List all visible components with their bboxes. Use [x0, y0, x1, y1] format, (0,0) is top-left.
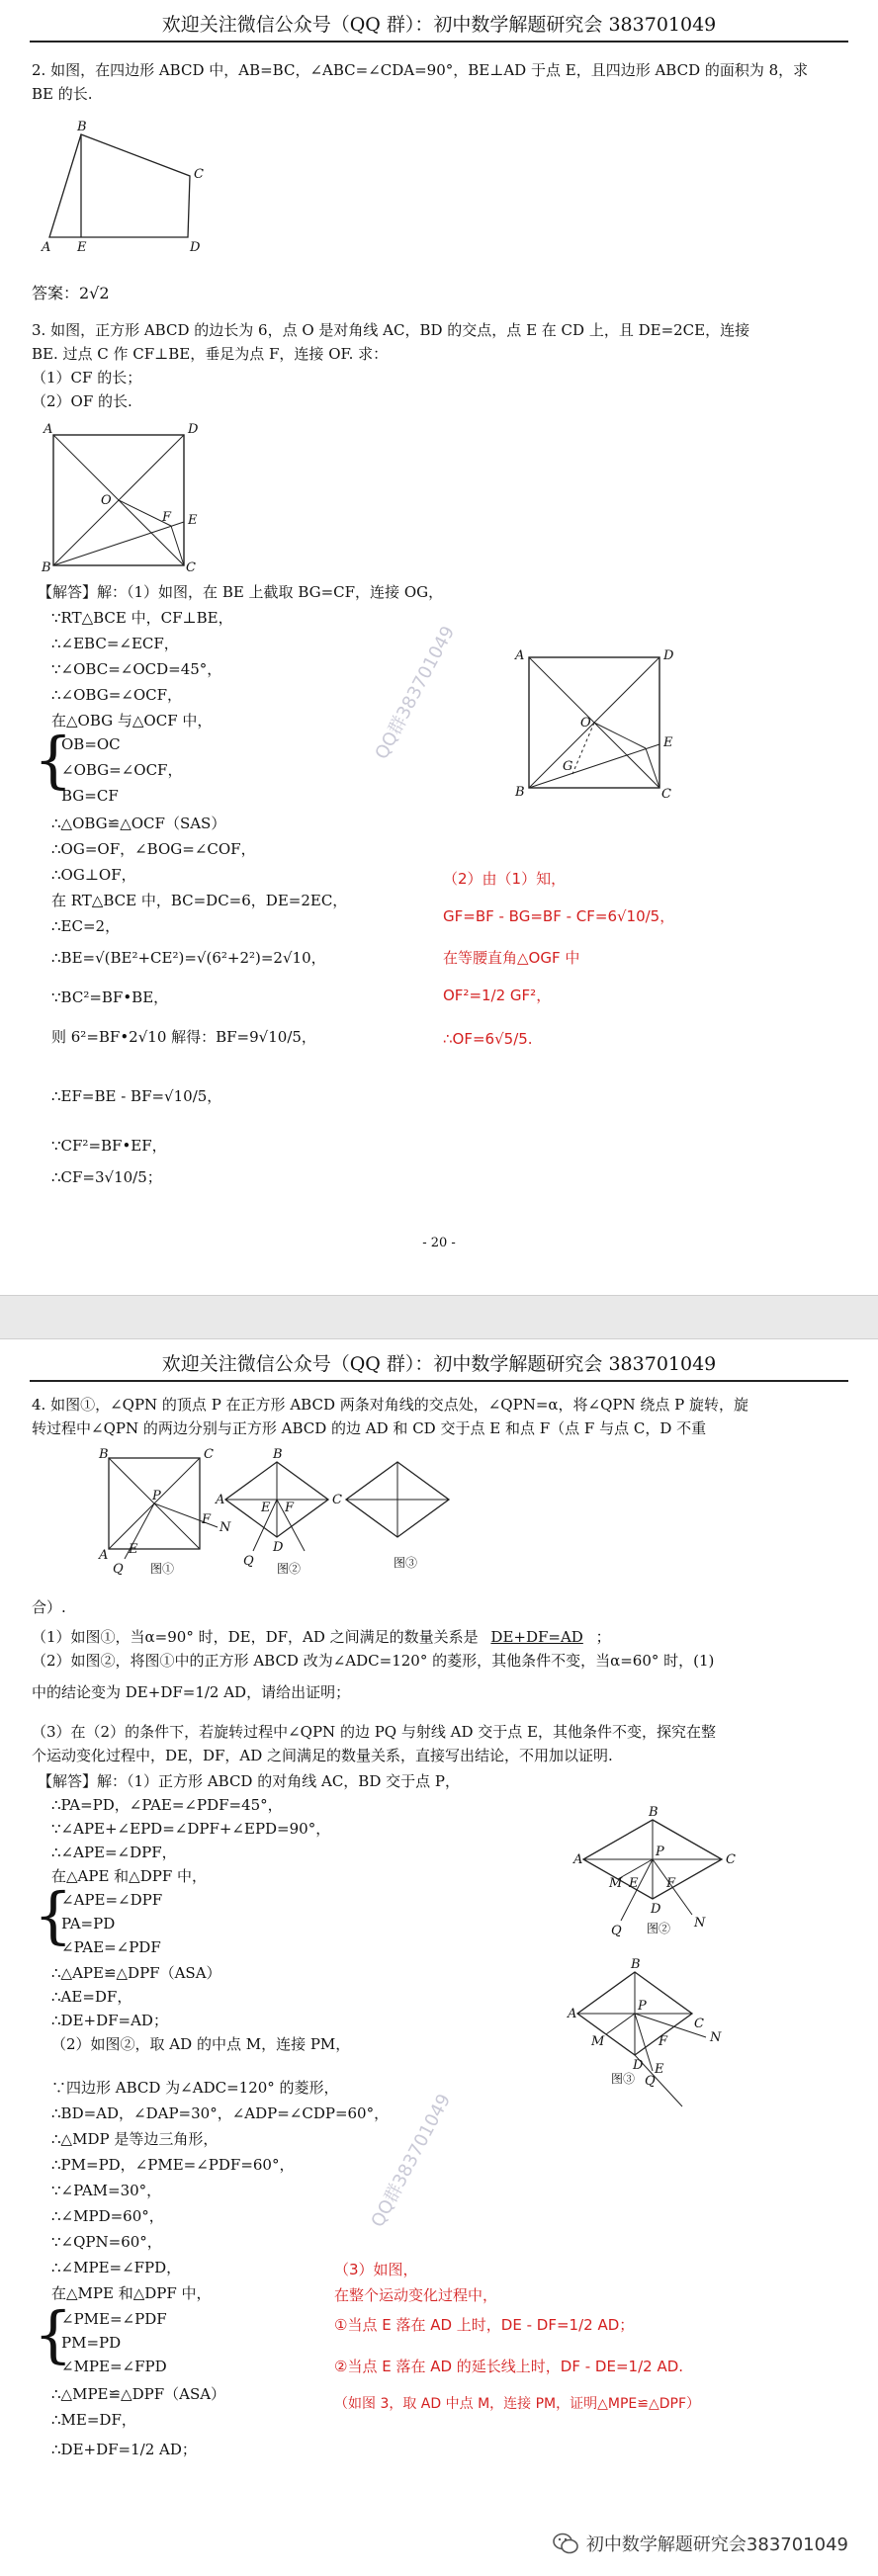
q4-sol-14: ∴△MDP 是等边三角形， — [51, 2130, 219, 2148]
fig3-caption: 图③ — [394, 1556, 418, 1570]
q4-sol-16: ∵∠PAM=30°， — [51, 2182, 162, 2199]
page-header-2: 欢迎关注微信公众号（QQ 群）：初中数学解题研究会 383701049 — [30, 1349, 848, 1382]
q4-sol-11: （2）如图②，取 AD 的中点 M，连接 PM， — [51, 2035, 351, 2053]
q4-red-1: 在整个运动变化过程中， — [334, 2286, 498, 2304]
r3-e: E — [655, 2062, 664, 2077]
fig1-f: F — [202, 1512, 212, 1527]
footer-brand — [553, 2531, 848, 2556]
fig2-c: C — [332, 1493, 342, 1507]
q3-sol-17: ∴EF=BE - BF=√10/5， — [51, 1087, 222, 1105]
q4-p2b: 中的结论变为 DE+DF=1/2 AD，请给出证明； — [32, 1683, 351, 1701]
q3-label-f: F — [162, 510, 172, 525]
q4-sol-24: ∴△MPE≌△DPF（ASA） — [51, 2385, 226, 2403]
q4-sol-1: ∴PA=PD，∠PAE=∠PDF=45°， — [51, 1796, 283, 1814]
fig1-a: A — [99, 1548, 109, 1563]
fig1-b: B — [99, 1447, 109, 1462]
q2-label-c: C — [194, 167, 204, 182]
q4-p3b: 个运动变化过程中，DE，DF，AD 之间满足的数量关系，直接写出结论，不用加以证明. — [32, 1747, 613, 1764]
q3-solution-figure — [509, 647, 687, 806]
q4-sol-0: 【解答】解：（1）正方形 ABCD 的对角线 AC，BD 交于点 P， — [38, 1772, 460, 1790]
q4-red-2: ①当点 E 落在 AD 上时，DE - DF=1/2 AD； — [334, 2316, 635, 2334]
r2-m: M — [609, 1876, 623, 1891]
r3-d: D — [633, 2058, 644, 2073]
r3-q: Q — [645, 2074, 656, 2089]
r2-caption: 图② — [647, 1922, 671, 1935]
q3-red-4: ∴OF=6√5/5. — [443, 1030, 533, 1048]
q4-sol-2: ∵∠APE+∠EPD=∠DPF+∠EPD=90°， — [51, 1820, 331, 1838]
q3-red-2: 在等腰直角△OGF 中 — [443, 949, 580, 967]
q3-red-0: （2）由（1）知， — [443, 870, 567, 888]
q2-stem-2: BE 的长. — [32, 85, 93, 103]
q3-sol-19: ∴CF=3√10/5； — [51, 1168, 162, 1186]
q3-sol-8: BG=CF — [61, 787, 119, 805]
q4-sol-17: ∴∠MPD=60°， — [51, 2207, 164, 2225]
q4-sol-20: 在△MPE 和△DPF 中， — [51, 2284, 212, 2302]
q3-sol-3: ∵∠OBC=∠OCD=45°， — [51, 660, 222, 678]
q4-p3: （3）在（2）的条件下，若旋转过程中∠QPN 的边 PQ 与射线 AD 交于点 E，其他条件不变，探究在整 — [32, 1723, 716, 1741]
fig2-q: Q — [243, 1554, 254, 1569]
q3-sol-16: 则 6²=BF•2√10 解得：BF=9√10/5， — [51, 1028, 316, 1046]
fig1-q: Q — [113, 1562, 124, 1577]
q4-sol-7: ∠PAE=∠PDF — [61, 1938, 161, 1956]
q4-sol-6: PA=PD — [61, 1915, 116, 1932]
q3-fig2-d: D — [663, 648, 674, 663]
q4-red-3: ②当点 E 落在 AD 的延长线上时，DF - DE=1/2 AD. — [334, 2358, 684, 2375]
q4-sol-23: ∠MPE=∠FPD — [61, 2358, 167, 2375]
q3-red-1: GF=BF - BG=BF - CF=6√10/5， — [443, 907, 675, 925]
q3-sol-1: ∵RT△BCE 中，CF⊥BE， — [51, 609, 233, 627]
r2-n: N — [694, 1916, 706, 1931]
q3-red-3: OF²=1/2 GF²， — [443, 987, 552, 1004]
q3-sol-13: ∴EC=2， — [51, 917, 121, 935]
fig2-caption: 图② — [277, 1562, 302, 1576]
q4-sol-5: ∠APE=∠DPF — [61, 1891, 163, 1909]
q3-stem: 3. 如图，正方形 ABCD 的边长为 6，点 O 是对角线 AC，BD 的交点，点 E 在 CD 上，且 DE=2CE，连接 — [32, 321, 750, 339]
r2-b: B — [649, 1805, 658, 1820]
r2-c: C — [726, 1852, 736, 1867]
watermark-2: QQ群383701049 — [367, 2090, 456, 2231]
q3-fig2-b: B — [515, 785, 525, 800]
q4-sol-15: ∴PM=PD，∠PME=∠PDF=60°， — [51, 2156, 295, 2174]
fig1-n: N — [220, 1520, 231, 1535]
q3-part-1: （1）CF 的长； — [32, 369, 142, 386]
q4-sol-9: ∴AE=DF， — [51, 1988, 132, 2006]
q3-part-2: （2）OF 的长. — [32, 392, 132, 410]
q3-sol-7: ∠OBG=∠OCF， — [61, 761, 183, 779]
q4-sol-21: ∠PME=∠PDF — [61, 2310, 167, 2328]
q4-sol-3: ∴∠APE=∠DPF， — [51, 1844, 177, 1861]
q3-sol-14: ∴BE=√(BE²+CE²)=√(6²+2²)=2√10， — [51, 949, 326, 967]
q2-answer: 答案：2√2 — [32, 284, 110, 302]
q2-stem: 2. 如图，在四边形 ABCD 中，AB=BC，∠ABC=∠CDA=90°，BE⊥AD 于点 E，且四边形 ABCD 的面积为 8，求 — [32, 61, 809, 79]
q4-stem-0: 4. 如图①，∠QPN 的顶点 P 在正方形 ABCD 两条对角线的交点处，∠QPN=α，将∠QPN 绕点 P 旋转，旋 — [32, 1396, 748, 1414]
q4-red-4: （如图 3，取 AD 中点 M，连接 PM，证明△MPE≌△DPF） — [334, 2396, 701, 2412]
q3-label-d: D — [188, 422, 199, 437]
r3-b: B — [631, 1957, 641, 1972]
q3-label-e: E — [188, 513, 198, 528]
fig2-b: B — [273, 1447, 283, 1462]
page-gap — [0, 1295, 878, 1339]
fig2-e: E — [261, 1501, 271, 1515]
r3-caption: 图③ — [611, 2072, 636, 2086]
page-1: 欢迎关注微信公众号（QQ 群）：初中数学解题研究会 383701049 2. 如图，在四边形 ABCD 中，AB=BC，∠ABC=∠CDA=90°，BE⊥AD 于点 E，且四边形 ABCD 的面积为 8，求 BE 的长. B C A E D 答案：2√2 3. 如图，正方形 ABCD 的边长为 6，点 O 是对角线 AC，BD 的交点，点 E 在 CD 上，且 DE=2CE，连接 BE. 过点 C 作 CF⊥BE，垂足为点 F，连接 OF. 求： （1）CF 的长； （2）OF 的长. A D O F E B C 【解答】解：（1）如图，在 BE 上截取 BG=CF，连接 OG， ∵RT△BCE 中，CF⊥BE， ∴∠EBC=∠ECF， ∵∠OBC=∠OCD=45°， ∴∠OBG=∠OCF， 在△OBG 与△OCF 中， { OB=OC ∠OBG=∠OCF， BG=CF ∴△OBG≌△OCF（SAS） ∴OG=OF，∠BOG=∠COF， ∴OG⊥OF， 在 RT△BCE 中，BC=DC=6，DE=2EC， ∴EC=2， ∴BE=√(BE²+CE²)=√(6²+2²)=2√10， ∵BC²=BF•BE， 则 6²=BF•2√10 解得：BF=9√10/5， ∴EF=BE - BF=√10/5， ∵CF²=BF•EF， ∴CF=3√10/5； A D O G E B C （2）由（1）知， GF=BF - BG=BF - CF=6√10/5， 在等腰直角△OGF 中 OF²=1/2 GF²， ∴OF=6√5/5. QQ群383701049 - 20 - — [0, 0, 878, 1295]
q3-label-a: A — [44, 422, 53, 437]
wechat-icon — [553, 2533, 578, 2554]
q4-red-0: （3）如图， — [334, 2261, 418, 2278]
q3-label-b: B — [42, 560, 51, 575]
q4-figures — [69, 1448, 484, 1587]
q3-sol-5: 在△OBG 与△OCF 中， — [51, 712, 213, 730]
r3-n: N — [710, 2030, 722, 2045]
q3-sol-12: 在 RT△BCE 中，BC=DC=6，DE=2EC， — [51, 892, 348, 909]
q4-sol-8: ∴△APE≌△DPF（ASA） — [51, 1964, 221, 1982]
q4-stem-1: 转过程中∠QPN 的两边分别与正方形 ABCD 的边 AD 和 CD 交于点 E 和点 F（点 F 与点 C，D 不重 — [32, 1419, 707, 1437]
q2-label-d: D — [190, 240, 201, 255]
q3-sol-6: OB=OC — [61, 735, 121, 753]
q3-fig2-o: O — [580, 716, 591, 730]
q4-sol-25: ∴ME=DF， — [51, 2411, 136, 2429]
r2-f: F — [666, 1876, 676, 1891]
q4-stem-2: 合）. — [32, 1598, 66, 1616]
q3-fig2-c: C — [661, 787, 671, 802]
q4-sol-4: 在△APE 和△DPF 中， — [51, 1867, 208, 1885]
q3-figure — [40, 422, 218, 575]
fig2-f: F — [285, 1501, 295, 1515]
q4-sol-26: ∴DE+DF=1/2 AD； — [51, 2441, 197, 2458]
q4-right-figures — [568, 1804, 771, 2160]
q3-stem-2: BE. 过点 C 作 CF⊥BE，垂足为点 F，连接 OF. 求： — [32, 345, 389, 363]
q4-p1-answer: DE+DF=AD — [490, 1628, 583, 1646]
q4-sol-13: ∴BD=AD，∠DAP=30°，∠ADP=∠CDP=60°， — [51, 2104, 390, 2122]
q4-p2: （2）如图②，将图①中的正方形 ABCD 改为∠ADC=120° 的菱形，其他条件不变，当α=60° 时，(1) — [32, 1652, 715, 1670]
r2-q: Q — [611, 1924, 622, 1938]
r2-a: A — [573, 1852, 583, 1867]
q4-sol-12: ∵四边形 ABCD 为∠ADC=120° 的菱形， — [51, 2079, 339, 2097]
fig2-d: D — [273, 1540, 284, 1555]
r2-d: D — [651, 1902, 661, 1917]
q3-sol-11: ∴OG⊥OF， — [51, 866, 136, 884]
fig2-a: A — [216, 1493, 225, 1507]
fig1-caption: 图① — [150, 1562, 175, 1576]
q4-sol-22: PM=PD — [61, 2334, 122, 2352]
r3-m: M — [591, 2034, 605, 2049]
q3-fig2-g: G — [563, 759, 573, 774]
q3-sol-10: ∴OG=OF，∠BOG=∠COF， — [51, 840, 256, 858]
q4-sol-18: ∵∠QPN=60°， — [51, 2233, 162, 2251]
r3-f: F — [658, 2034, 668, 2049]
page-2: 欢迎关注微信公众号（QQ 群）：初中数学解题研究会 383701049 4. 如图①，∠QPN 的顶点 P 在正方形 ABCD 两条对角线的交点处，∠QPN=α，将∠QPN 绕点 P 旋转，旋 转过程中∠QPN 的两边分别与正方形 ABCD 的边 AD 和 CD 交于点 E 和点 F（点 F 与点 C，D 不重 B C P F N A E Q 图① B A C E F Q D 图② 图③ 合）. （1）如图①，当α=90° 时，DE，DF，AD 之间满足的数量关系是 DE+DF=AD ； （2）如图②，将图①中的正方形 ABCD 改为∠ADC=120° 的菱形，其他条件不变，当α=60° 时，(1) 中的结论变为 DE+DF=1/2 AD，请给出证明； （3）在（2）的条件下，若旋转过程中∠QPN 的边 PQ 与射线 AD 交于点 E，其他条件不变，探究在整 个运动变化过程中，DE，DF，AD 之间满足的数量关系，直接写出结论，不用加以证明. 【解答】解：（1）正方形 ABCD 的对角线 AC，BD 交于点 P， ∴PA=PD，∠PAE=∠PDF=45°， ∵∠APE+∠EPD=∠DPF+∠EPD=90°， ∴∠APE=∠DPF， 在△APE 和△DPF 中， { ∠APE=∠DPF PA=PD ∠PAE=∠PDF ∴△APE≌△DPF（ASA） ∴AE=DF， ∴DE+DF=AD； （2）如图②，取 AD 的中点 M，连接 PM， ∵四边形 ABCD 为∠ADC=120° 的菱形， ∴BD=AD，∠DAP=30°，∠ADP=∠CDP=60°， ∴△MDP 是等边三角形， ∴PM=PD，∠PME=∠PDF=60°， ∵∠PAM=30°， ∴∠MPD=60°， ∵∠QPN=60°， ∴∠MPE=∠FPD， 在△MPE 和△DPF 中， { ∠PME=∠PDF PM=PD ∠MPE=∠FPD ∴△MPE≌△DPF（ASA） ∴ME=DF， ∴DE+DF=1/2 AD； B A C P M E F D Q N 图② B A C N P M F D E Q 图③ （3）如图， 在整个运动变化过程中， ①当点 E 落在 AD 上时，DE - DF=1/2 AD； ②当点 E 落在 AD 的延长线上时，DF - DE=1/2 AD. （如图 3，取 AD 中点 M，连接 PM，证明△MPE≌△DPF） QQ群383701049 初中数学解题研究会383701049 — [0, 1339, 878, 2576]
r3-a: A — [568, 2007, 577, 2021]
q2-figure — [40, 117, 257, 255]
fig1-c: C — [204, 1447, 214, 1462]
watermark: QQ群383701049 — [371, 622, 460, 763]
r2-e: E — [629, 1876, 639, 1891]
q4-sol-19: ∴∠MPE=∠FPD， — [51, 2259, 182, 2276]
q3-sol-2: ∴∠EBC=∠ECF， — [51, 635, 179, 652]
fig1-p: P — [152, 1489, 161, 1503]
r2-p: P — [656, 1845, 664, 1859]
q3-sol-0: 【解答】解：（1）如图，在 BE 上截取 BG=CF，连接 OG， — [38, 583, 444, 601]
q3-sol-9: ∴△OBG≌△OCF（SAS） — [51, 815, 226, 832]
q4-p1: （1）如图①，当α=90° 时，DE，DF，AD 之间满足的数量关系是 — [32, 1628, 479, 1646]
footer-brand-text: 初中数学解题研究会383701049 — [585, 2534, 848, 2555]
page-header: 欢迎关注微信公众号（QQ 群）：初中数学解题研究会 383701049 — [30, 10, 848, 43]
q3-sol-15: ∵BC²=BF•BE， — [51, 988, 169, 1006]
q3-fig2-a: A — [515, 648, 525, 663]
fig1-e: E — [129, 1542, 138, 1557]
q3-label-o: O — [101, 493, 112, 508]
q4-sol-10: ∴DE+DF=AD； — [51, 2012, 168, 2029]
r3-p: P — [638, 1999, 647, 2014]
q3-label-c: C — [186, 560, 196, 575]
q3-sol-4: ∴∠OBG=∠OCF， — [51, 686, 183, 704]
q3-fig2-e: E — [663, 735, 673, 750]
page-number: - 20 - — [422, 1236, 456, 1250]
q2-label-b: B — [77, 120, 87, 134]
r3-c: C — [694, 2017, 704, 2031]
q3-sol-18: ∵CF²=BF•EF， — [51, 1137, 167, 1155]
q2-label-a: A — [42, 240, 51, 255]
q4-p1-end: ； — [595, 1628, 611, 1646]
q2-label-e: E — [77, 240, 87, 255]
